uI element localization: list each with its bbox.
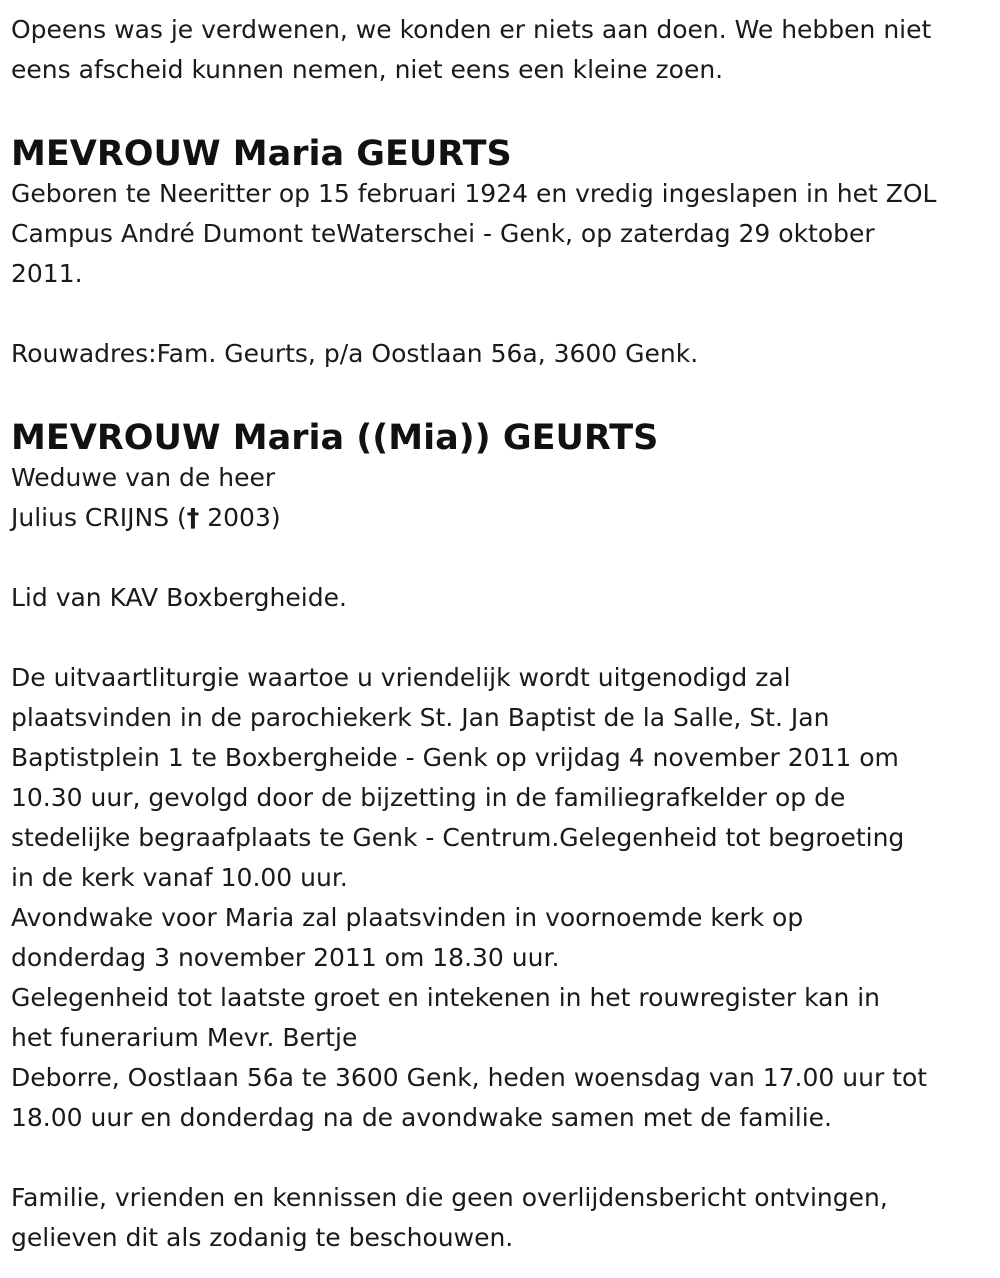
liturgy-line: Avondwake voor Maria zal plaatsvinden in voornoemde kerk op <box>11 903 804 932</box>
liturgy-paragraph <box>11 658 991 1138</box>
liturgy-line: Deborre, Oostlaan 56a te 3600 Genk, heden woensdag van 17.00 uur tot <box>11 1063 928 1092</box>
liturgy-line: stedelijke begraafplaats te Genk - Centrum.Gelegenheid tot begroeting <box>11 823 905 852</box>
born-line: 2011. <box>11 259 83 288</box>
widow-line: Weduwe van de heer <box>11 463 276 492</box>
cross-icon: † <box>186 503 200 532</box>
liturgy-line: plaatsvinden in de parochiekerk St. Jan Baptist de la Salle, St. Jan <box>11 703 830 732</box>
liturgy-line: De uitvaartliturgie waartoe u vriendelijk wordt uitgenodigd zal <box>11 663 791 692</box>
notice-1-heading: MEVROUW Maria GEURTS <box>11 134 512 174</box>
born-line: Geboren te Neeritter op 15 februari 1924 en vredig ingeslapen in het ZOL <box>11 179 937 208</box>
notice-2-heading: MEVROUW Maria ((Mia)) GEURTS <box>11 418 659 458</box>
liturgy-line: 10.30 uur, gevolgd door de bijzetting in de familiegrafkelder op de <box>11 783 846 812</box>
notice-1 <box>11 134 991 374</box>
notice-2 <box>11 418 991 1258</box>
liturgy-line: in de kerk vanaf 10.00 uur. <box>11 863 348 892</box>
liturgy-line: donderdag 3 november 2011 om 18.30 uur. <box>11 943 560 972</box>
liturgy-line: Gelegenheid tot laatste groet en intekenen in het rouwregister kan in <box>11 983 881 1012</box>
membership-line: Lid van KAV Boxbergheide. <box>11 583 347 612</box>
widow-line-husband <box>11 498 991 538</box>
liturgy-line: het funerarium Mevr. Bertje <box>11 1023 358 1052</box>
liturgy-line: Baptistplein 1 te Boxbergheide - Genk op vrijdag 4 november 2011 om <box>11 743 899 772</box>
death-year: 2003) <box>199 503 281 532</box>
closing-line: gelieven dit als zodanig te beschouwen. <box>11 1223 514 1252</box>
husband-name: Julius CRIJNS ( <box>11 503 187 532</box>
closing-line: Familie, vrienden en kennissen die geen overlijdensbericht ontvingen, <box>11 1183 888 1212</box>
mourning-address: Rouwadres:Fam. Geurts, p/a Oostlaan 56a, 3600 Genk. <box>11 339 699 368</box>
intro-line: Opeens was je verdwenen, we konden er niets aan doen. We hebben niet <box>11 15 932 44</box>
obituary-document <box>11 10 991 1258</box>
intro-line: eens afscheid kunnen nemen, niet eens een kleine zoen. <box>11 55 724 84</box>
intro-paragraph <box>11 10 991 90</box>
liturgy-line: 18.00 uur en donderdag na de avondwake samen met de familie. <box>11 1103 833 1132</box>
closing-paragraph <box>11 1178 991 1258</box>
born-line: Campus André Dumont teWaterschei - Genk, op zaterdag 29 oktober <box>11 219 875 248</box>
